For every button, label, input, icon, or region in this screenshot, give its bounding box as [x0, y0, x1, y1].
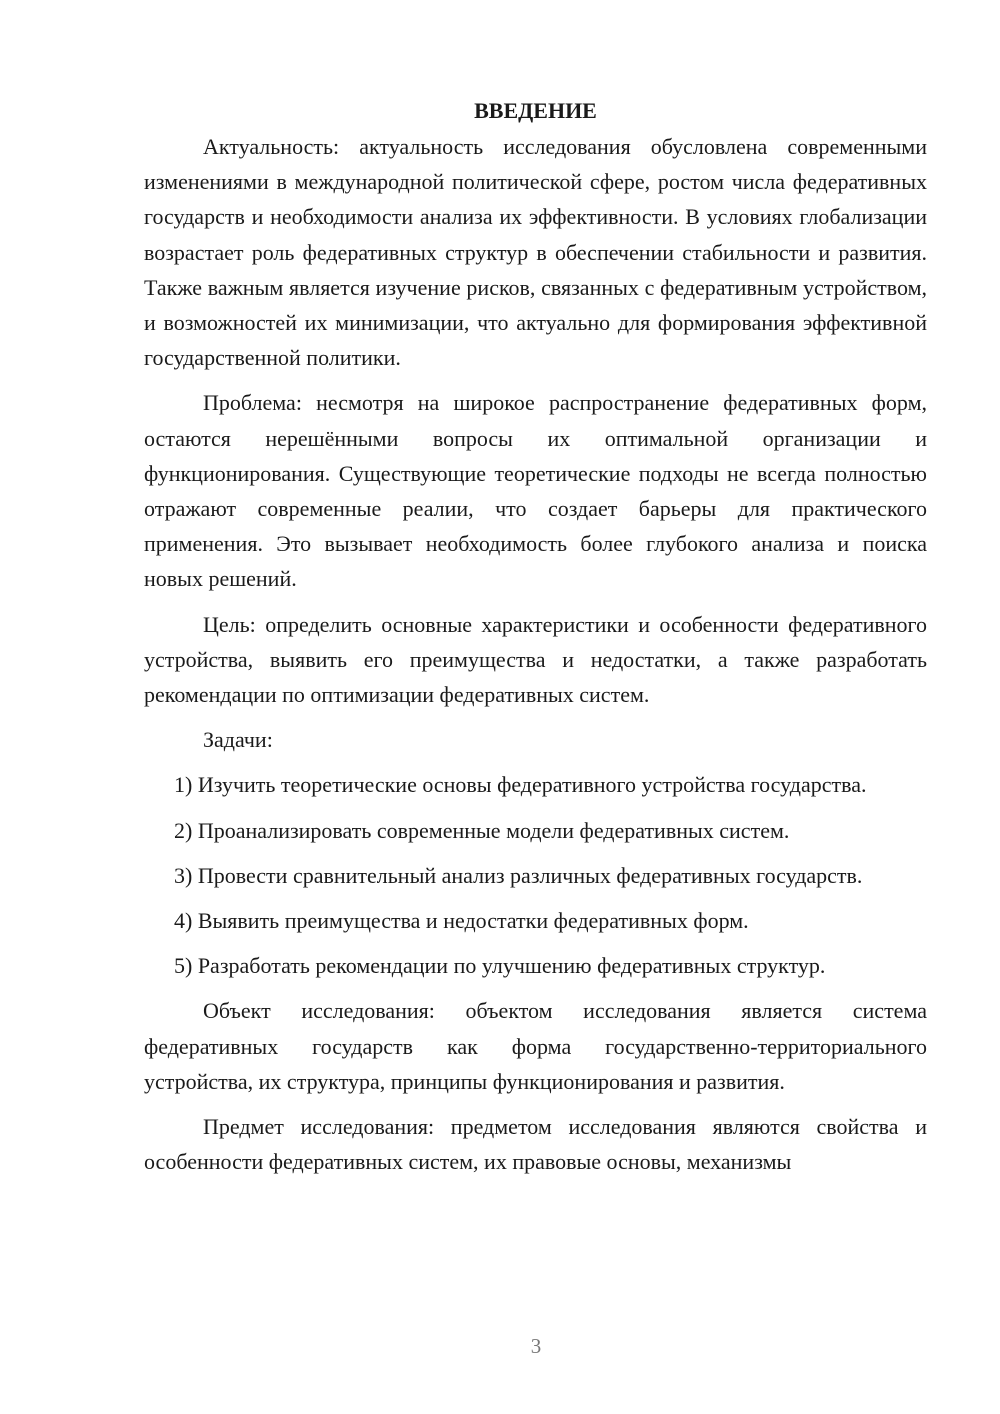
- paragraph-problem: Проблема: несмотря на широкое распространение федеративных форм, остаются нерешёнными вопросы их оптимальной организации и функционирования. Существующие теоретические подходы не всегда полностью отражают современные реалии, что создает барьеры для практического применения. Это вызывает необходимость более глубокого анализа и поиска новых решений.: [144, 390, 927, 592]
- page-number: 3: [530, 1334, 542, 1358]
- paragraph-object: Объект исследования: объектом исследования является система федеративных государств как форма государственно-территориального устройства, их структура, принципы функционирования и развития.: [144, 998, 927, 1094]
- list-item: 4) Выявить преимущества и недостатки федеративных форм.: [174, 908, 749, 934]
- tasks-list: [144, 767, 927, 983]
- paragraph-goal: Цель: определить основные характеристики и особенности федеративного устройства, выявить его преимущества и недостатки, а также разработать рекомендации по оптимизации федеративных систем.: [144, 611, 927, 708]
- paragraph-relevance: Актуальность: актуальность исследования обусловлена современными изменениями в международной политической сфере, ростом числа федеративных государств и необходимости анализа их эффективности. В условиях глобализации возрастает роль федеративных структур в обеспечении стабильности и развития. Также важным является изучение рисков, связанных с федеративным устройством, и возможностей их минимизации, что актуально для формирования эффективной государственной политики.: [144, 134, 927, 371]
- list-item: 1) Изучить теоретические основы федеративного устройства государства.: [174, 772, 867, 798]
- paragraph-subject: Предмет исследования: предметом исследования являются свойства и особенности федеративных систем, их правовые основы, механизмы: [144, 1114, 927, 1175]
- list-item: 3) Провести сравнительный анализ различных федеративных государств.: [174, 862, 863, 888]
- tasks-heading: Задачи:: [203, 727, 273, 753]
- section-title: ВВЕДЕНИЕ: [474, 98, 597, 123]
- list-item: 2) Проанализировать современные модели федеративных систем.: [174, 817, 790, 843]
- list-item: 5) Разработать рекомендации по улучшению федеративных структур.: [174, 953, 826, 979]
- document-page: [144, 93, 927, 1189]
